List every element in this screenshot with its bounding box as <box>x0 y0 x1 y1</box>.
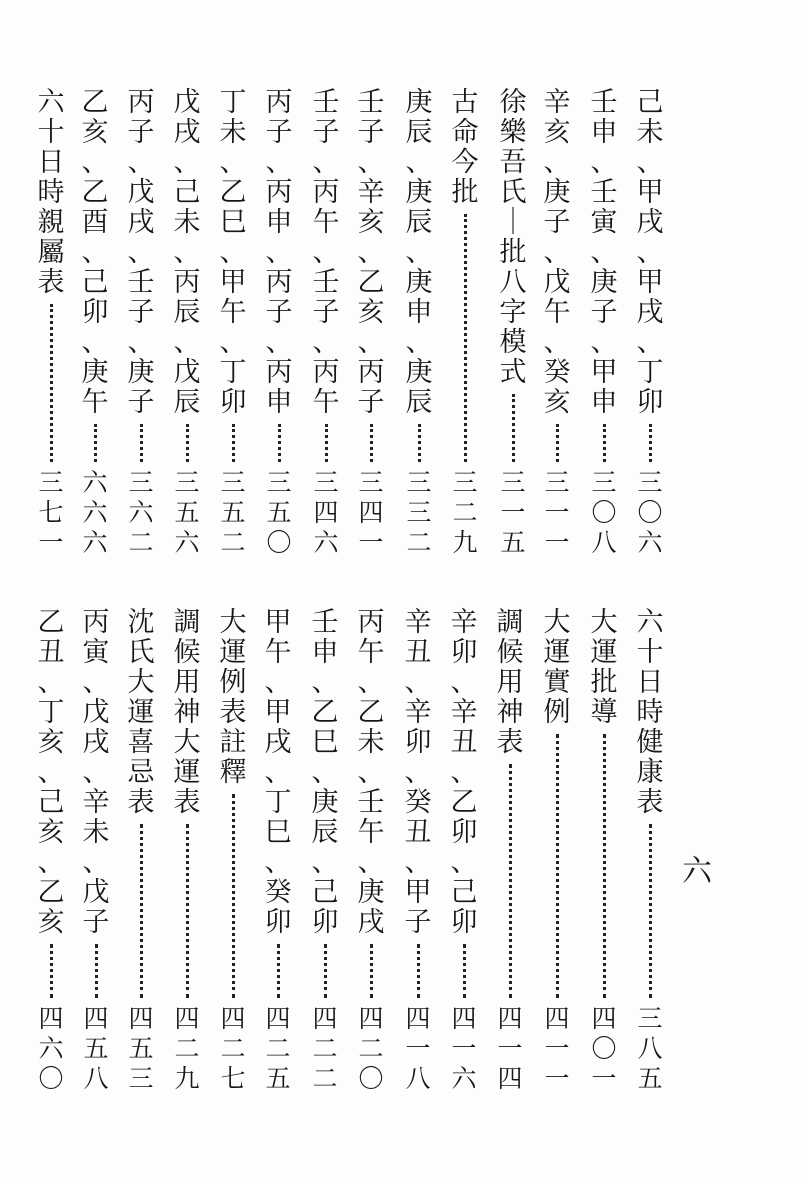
toc-entry-title: 六 十 日 時 健 康 表 <box>636 607 664 818</box>
toc-entry[interactable] <box>448 88 482 558</box>
toc-entry[interactable] <box>540 608 574 1094</box>
toc-entry-page: 四 二 〇 <box>358 1004 384 1093</box>
toc-entry[interactable] <box>401 608 435 1094</box>
toc-entry[interactable] <box>447 608 481 1094</box>
toc-entry-title: 壬 申 、 乙 巳 、 庚 辰 、 己 卯 <box>311 607 339 938</box>
leader-dots <box>186 424 189 462</box>
leader-dots <box>95 944 98 998</box>
toc-entry[interactable] <box>34 608 68 1094</box>
leader-dots <box>325 424 328 462</box>
leader-dots <box>324 944 327 998</box>
leader-dots <box>509 764 512 998</box>
toc-entry-page: 三 〇 六 <box>637 468 663 557</box>
toc-entry-page: 三 一 一 <box>544 468 570 557</box>
toc-entry[interactable] <box>34 88 68 558</box>
toc-entry-page: 四 六 〇 <box>38 1004 64 1093</box>
toc-entry-page: 三 五 二 <box>220 468 246 557</box>
toc-entry-title: 丙 子 、 戊 戌 、 壬 子 、 庚 子 <box>127 87 155 418</box>
toc-entry-title: 己 未 、 甲 戌 、 甲 戌 、 丁 卯 <box>636 87 664 418</box>
toc-entry-page: 四 〇 一 <box>591 1004 617 1093</box>
leader-dots <box>464 214 467 462</box>
toc-entry-page: 三 一 五 <box>500 468 526 557</box>
toc-entry[interactable] <box>354 608 388 1094</box>
leader-dots <box>140 824 143 998</box>
toc-entry-page: 四 一 八 <box>405 1004 431 1093</box>
toc-entry-title: 大 運 實 例 <box>543 607 571 728</box>
toc-entry-page: 三 六 二 <box>128 468 154 557</box>
toc-entry[interactable] <box>587 88 621 558</box>
toc-entry[interactable] <box>78 88 112 558</box>
toc-entry-page: 四 一 一 <box>544 1004 570 1093</box>
toc-entry-title: 乙 亥 、 乙 酉 、 己 卯 、 庚 午 <box>81 87 109 418</box>
toc-entry-page: 四 二 二 <box>312 1004 338 1093</box>
leader-dots <box>94 424 97 462</box>
leader-dots <box>278 424 281 462</box>
toc-entry-title: 古 命 今 批 <box>451 87 479 208</box>
leader-dots <box>277 944 280 998</box>
toc-entry-title: 徐 樂 吾 氏 ｜ 批 八 字 模 式 <box>499 87 527 388</box>
toc-entry-title: 丙 午 、 乙 未 、 壬 午 、 庚 戌 <box>357 607 385 938</box>
leader-dots <box>370 424 373 462</box>
toc-entry[interactable] <box>79 608 113 1094</box>
toc-entry-page: 四 一 四 <box>497 1004 523 1093</box>
leader-dots <box>186 824 189 998</box>
toc-entry-page: 四 五 三 <box>128 1004 154 1093</box>
toc-entry-title: 辛 丑 、 辛 卯 、 癸 丑 、 甲 子 <box>404 607 432 938</box>
toc-entry[interactable] <box>216 608 250 1094</box>
toc-entry-title: 沈 氏 大 運 喜 忌 表 <box>127 607 155 818</box>
toc-entry[interactable] <box>309 88 343 558</box>
toc-entry[interactable] <box>170 88 204 558</box>
toc-entry-page: 三 八 五 <box>637 1004 663 1093</box>
toc-entry[interactable] <box>261 608 295 1094</box>
toc-entry-page: 三 七 一 <box>38 468 64 557</box>
toc-entry-title: 丁 未 、 乙 巳 、 甲 午 、 丁 卯 <box>219 87 247 418</box>
leader-dots <box>556 734 559 998</box>
toc-entry[interactable] <box>402 88 436 558</box>
toc-entry[interactable] <box>633 88 667 558</box>
leader-dots <box>418 424 421 462</box>
toc-entry[interactable] <box>496 88 530 558</box>
toc-entry[interactable] <box>354 88 388 558</box>
leader-dots <box>463 944 466 998</box>
leader-dots <box>232 794 235 998</box>
leader-dots <box>603 424 606 462</box>
toc-entry-page: 三 四 一 <box>358 468 384 557</box>
toc-entry-title: 辛 亥 、 庚 子 、 戊 午 、 癸 亥 <box>543 87 571 418</box>
toc-entry-title: 戊 戌 、 己 未 、 丙 辰 、 戊 辰 <box>173 87 201 418</box>
toc-entry-title: 乙 丑 、 丁 亥 、 己 亥 、 乙 亥 <box>37 607 65 938</box>
toc-entry-page: 三 五 六 <box>174 468 200 557</box>
toc-entry-title: 大 運 例 表 註 釋 <box>219 607 247 788</box>
leader-dots <box>140 424 143 462</box>
toc-entry-title: 壬 子 、 丙 午 、 壬 子 、 丙 午 <box>312 87 340 418</box>
toc-entry-page: 四 五 八 <box>83 1004 109 1093</box>
toc-entry-title: 壬 申 、 壬 寅 、 庚 子 、 甲 申 <box>590 87 618 418</box>
toc-entry-title: 庚 辰 、 庚 辰 、 庚 申 、 庚 辰 <box>405 87 433 418</box>
leader-dots <box>649 424 652 462</box>
toc-entry[interactable] <box>633 608 667 1094</box>
toc-entry[interactable] <box>124 88 158 558</box>
folio-page-number: 六 <box>682 854 712 889</box>
toc-entry-page: 三 〇 八 <box>591 468 617 557</box>
toc-entry-title: 調 候 用 神 大 運 表 <box>173 607 201 818</box>
toc-entry-page: 三 三 二 <box>406 468 432 557</box>
leader-dots <box>512 394 515 462</box>
leader-dots <box>232 424 235 462</box>
leader-dots <box>603 734 606 998</box>
toc-entry-page: 四 二 五 <box>265 1004 291 1093</box>
toc-entry-title: 調 候 用 神 表 <box>496 607 524 758</box>
toc-entry-page: 四 一 六 <box>451 1004 477 1093</box>
toc-entry-page: 三 五 〇 <box>266 468 292 557</box>
toc-entry[interactable] <box>308 608 342 1094</box>
toc-entry-title: 大 運 批 導 <box>590 607 618 728</box>
toc-entry[interactable] <box>587 608 621 1094</box>
toc-entry[interactable] <box>124 608 158 1094</box>
toc-entry-page: 三 四 六 <box>313 468 339 557</box>
toc-entry-title: 丙 子 、 丙 申 、 丙 子 、 丙 申 <box>265 87 293 418</box>
toc-entry-page: 四 二 七 <box>220 1004 246 1093</box>
toc-entry[interactable] <box>540 88 574 558</box>
toc-entry[interactable] <box>216 88 250 558</box>
toc-entry[interactable] <box>493 608 527 1094</box>
toc-entry-page: 三 二 九 <box>452 468 478 557</box>
leader-dots <box>370 944 373 998</box>
leader-dots <box>556 424 559 462</box>
toc-entry-title: 甲 午 、 甲 戌 、 丁 巳 、 癸 卯 <box>264 607 292 938</box>
toc-entry[interactable] <box>262 88 296 558</box>
toc-entry-page: 六 六 六 <box>82 468 108 557</box>
toc-entry-title: 六 十 日 時 親 屬 表 <box>37 87 65 298</box>
leader-dots <box>649 824 652 998</box>
toc-entry-page: 四 二 九 <box>174 1004 200 1093</box>
toc-entry[interactable] <box>170 608 204 1094</box>
leader-dots <box>50 944 53 998</box>
leader-dots <box>417 944 420 998</box>
toc-entry-title: 壬 子 、 辛 亥 、 乙 亥 、 丙 子 <box>357 87 385 418</box>
toc-entry-title: 丙 寅 、 戊 戌 、 辛 未 、 戊 子 <box>82 607 110 938</box>
leader-dots <box>50 304 53 462</box>
toc-entry-title: 辛 卯 、 辛 丑 、 乙 卯 、 己 卯 <box>450 607 478 938</box>
